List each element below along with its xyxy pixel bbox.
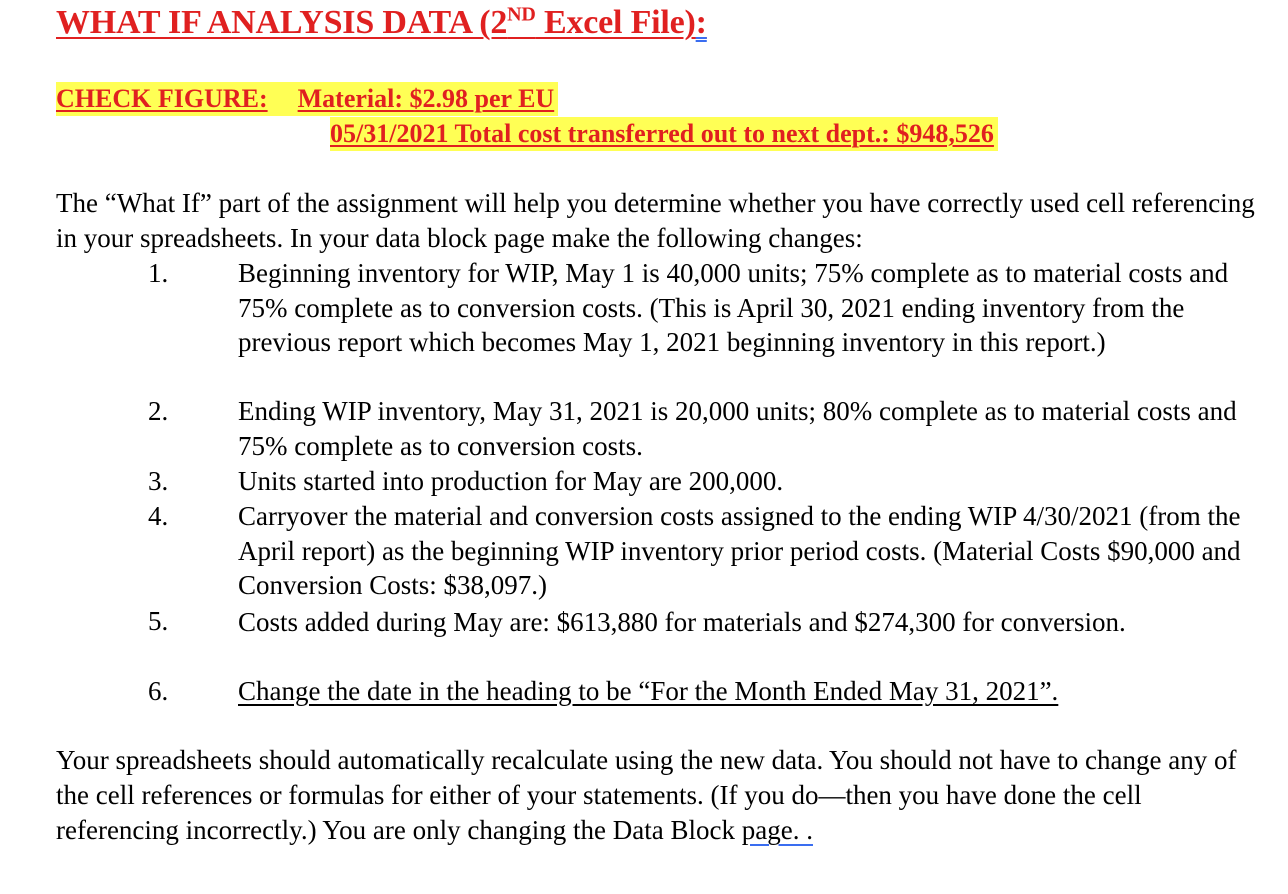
list-text: Carryover the material and conversion costs assigned to the ending WIP 4/30/2021 (from the April report) as the beginning WIP inventory prior period costs. (Material Costs $90,000 and Conversion Costs: $38,097.) (238, 501, 1241, 600)
list-number: 4. (148, 501, 169, 531)
list-number: 5. (148, 606, 169, 636)
list-text: Beginning inventory for WIP, May 1 is 40,000 units; 75% complete as to material costs and 75% complete as to conversion costs. (This is April 30, 2021 ending inventory from the previous report which becomes May 1, 2021 beginning inventory in this report.) (238, 258, 1229, 357)
page-title: WHAT IF ANALYSIS DATA (2ND Excel File): (56, 3, 707, 41)
title-superscript: ND (507, 3, 536, 26)
list-number: 1. (148, 258, 169, 288)
list-text: Units started into production for May are 200,000. (238, 466, 784, 496)
list-number: 2. (148, 396, 169, 426)
list-text: Costs added during May are: $613,880 for materials and $274,300 for conversion. (238, 607, 1126, 637)
check-figure-transfer: 05/31/2021 Total cost transferred out to next dept.: $948,526 (330, 117, 998, 151)
closing-underlined-tail: page. . (741, 815, 813, 845)
list-number: 6. (148, 676, 169, 706)
intro-paragraph: The “What If” part of the assignment will help you determine whether you have correctly used cell referencing in your spreadsheets. In your data block page make the following changes: (56, 188, 1255, 253)
list-number: 3. (148, 466, 169, 496)
check-figure-material (56, 82, 558, 116)
check-figure-label: CHECK FIGURE: (56, 84, 268, 113)
list-text: Ending WIP inventory, May 31, 2021 is 20,000 units; 80% complete as to material costs and 75% complete as to conversion costs. (238, 396, 1237, 461)
list-text: Change the date in the heading to be “For the Month Ended May 31, 2021”. (238, 676, 1059, 706)
check-figure-material-value: Material: $2.98 per EU (297, 84, 555, 113)
closing-paragraph: Your spreadsheets should automatically recalculate using the new data. You should not have to change any of the cell references or formulas for either of your statements. (If you do—then you have done the cell referencing incorrectly.) You are only changing the Data Block page. . (56, 745, 1237, 845)
